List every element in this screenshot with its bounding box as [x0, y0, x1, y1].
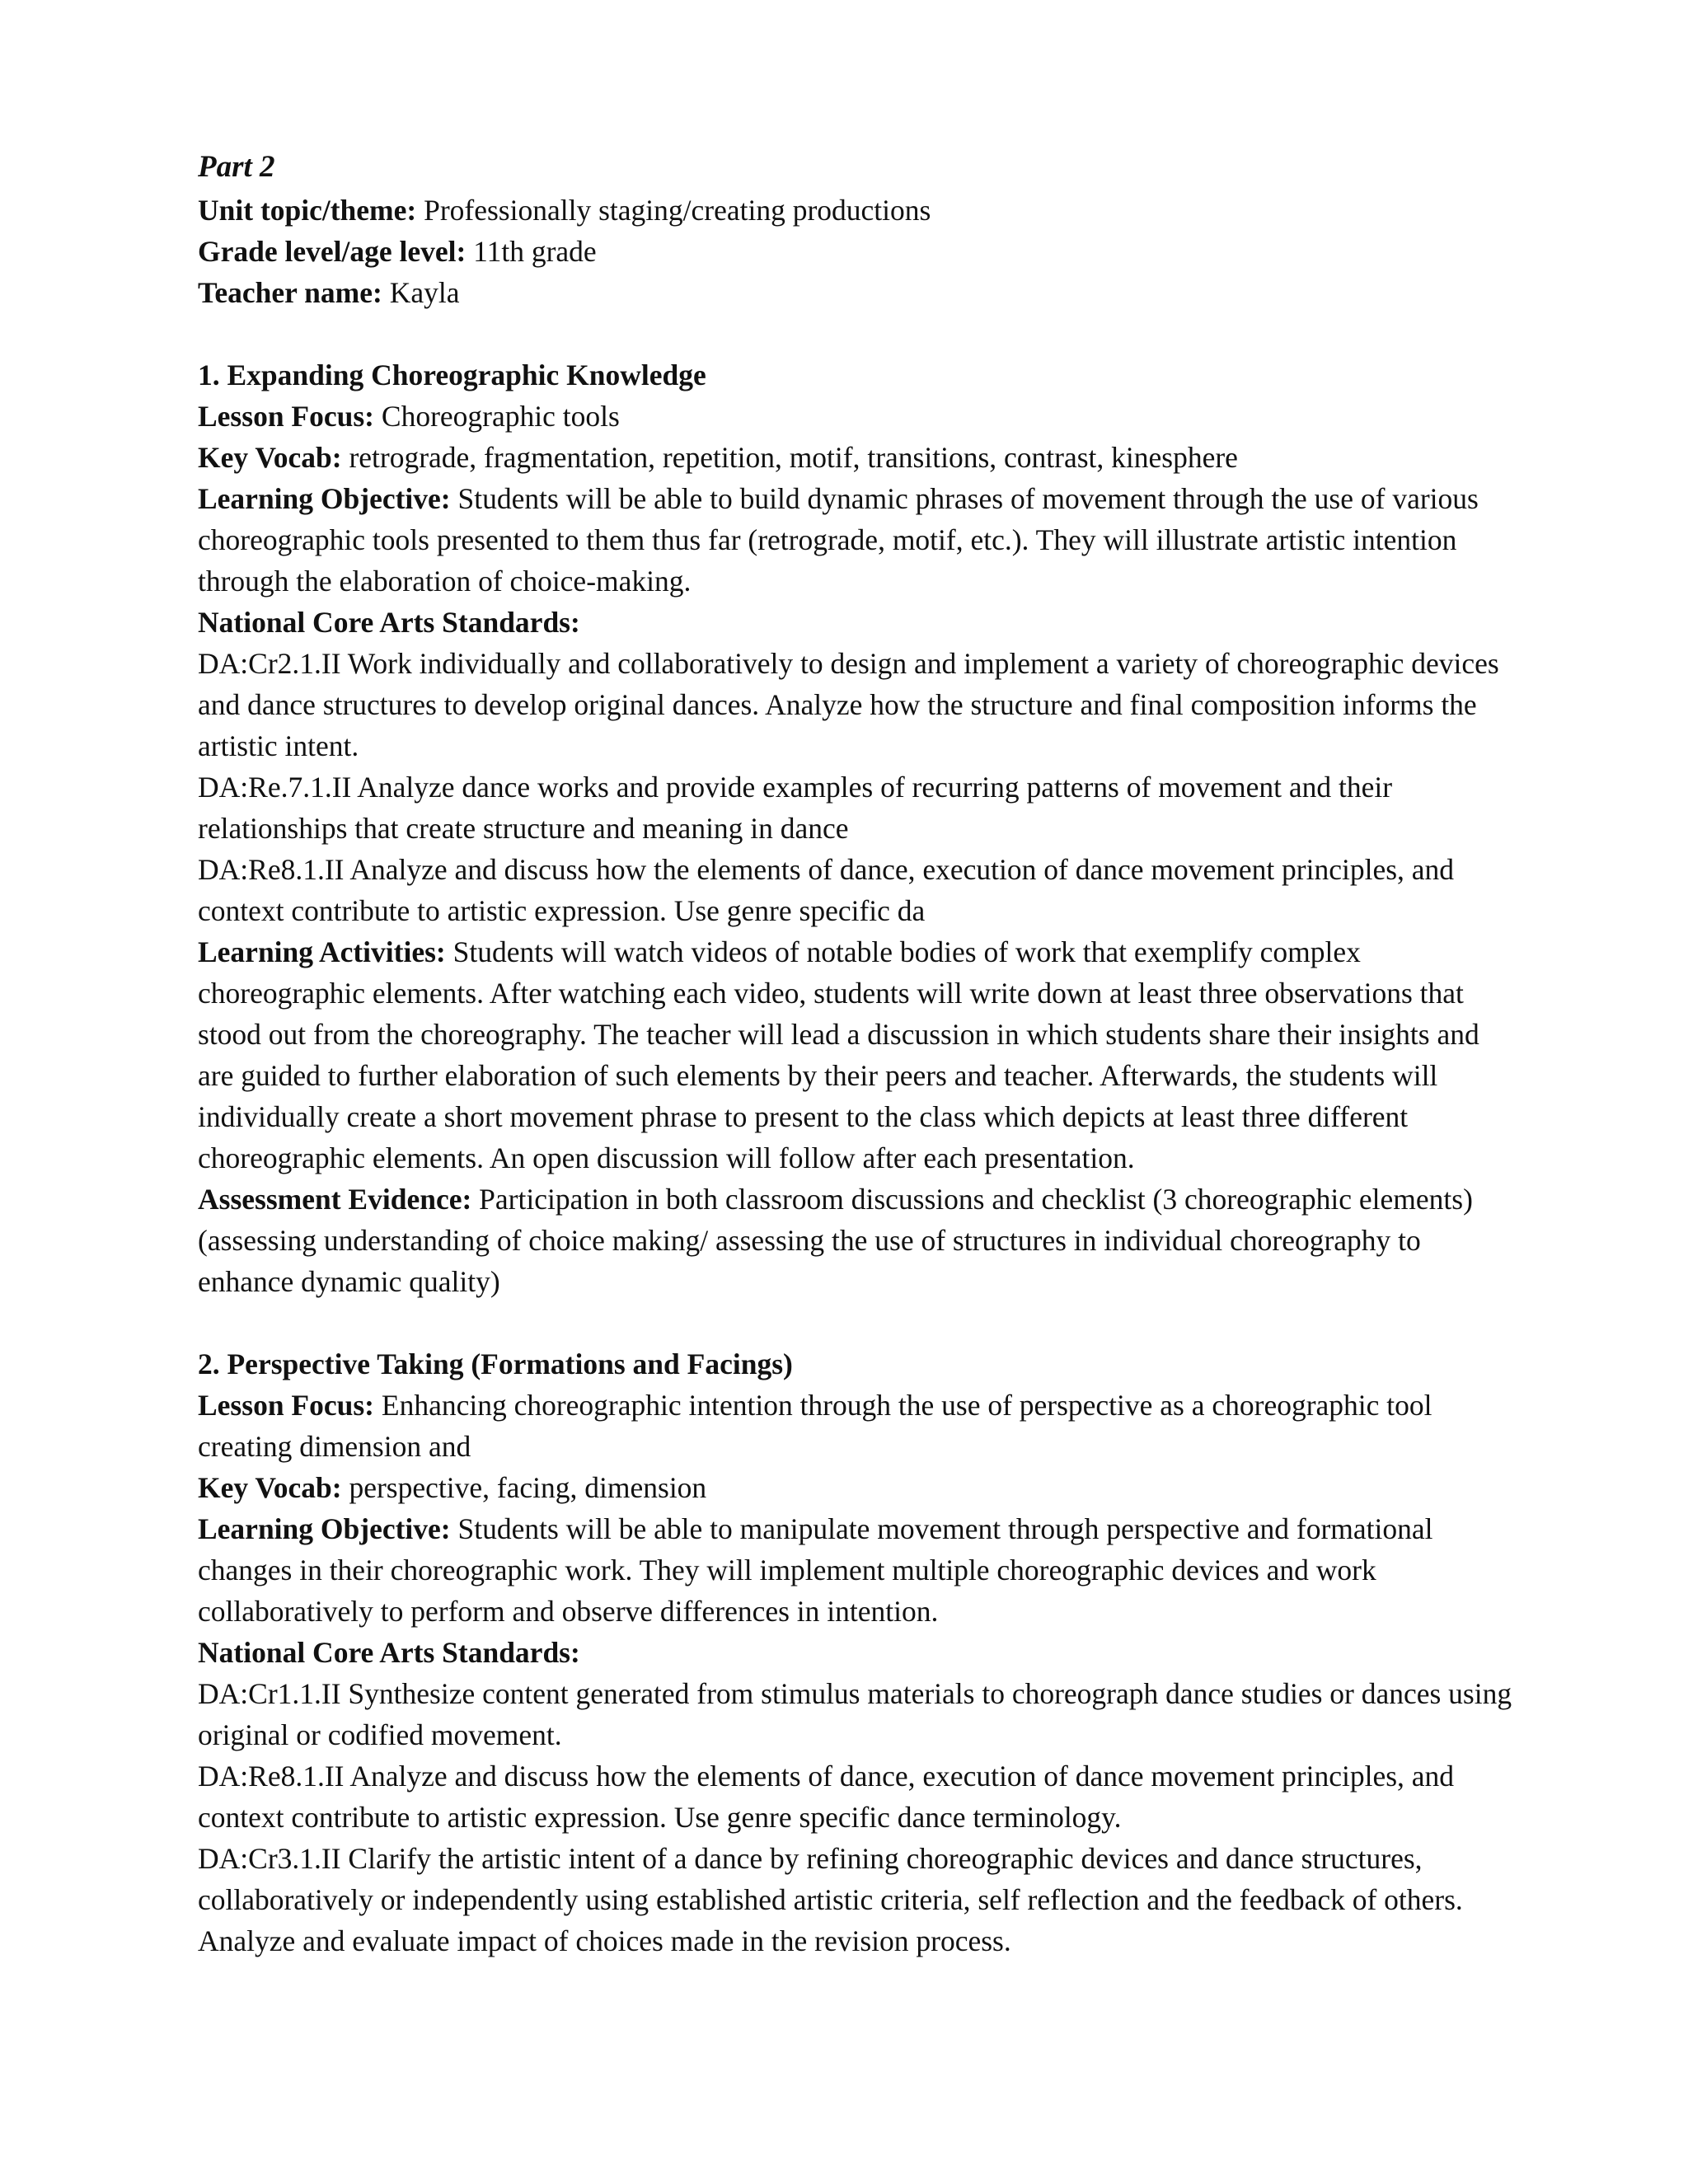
lesson1-focus — [198, 396, 1517, 437]
spacer — [198, 1302, 1517, 1343]
lesson2-focus-label: Lesson Focus: — [198, 1389, 375, 1422]
part-title: Part 2 — [198, 150, 275, 184]
lesson1-vocab-label: Key Vocab: — [198, 441, 342, 474]
lesson2-standards-label: National Core Arts Standards: — [198, 1636, 580, 1669]
teacher-name-value: Kayla — [382, 276, 460, 309]
lesson2-vocab-label: Key Vocab: — [198, 1471, 342, 1504]
unit-topic-line — [198, 190, 1517, 231]
lesson1-vocab — [198, 437, 1517, 478]
unit-topic-label: Unit topic/theme: — [198, 194, 417, 227]
unit-topic-value: Professionally staging/creating productions — [416, 194, 931, 227]
spacer — [198, 313, 1517, 354]
lesson1-activities-label: Learning Activities: — [198, 935, 446, 968]
lesson1-assessment-label: Assessment Evidence: — [198, 1183, 472, 1216]
lesson2-objective-value: Students will be able to manipulate movement through perspective and formational changes in their choreographic work. They will implement multiple choreographic devices and work collaboratively to perform and observe differences in intention. — [198, 1512, 1433, 1628]
lesson1-standard: DA:Cr2.1.II Work individually and collaboratively to design and implement a variety of choreographic devices and dance structures to develop original dances. Analyze how the structure and final composition informs the artistic intent. — [198, 647, 1499, 762]
lesson2-standard: DA:Cr3.1.II Clarify the artistic intent of a dance by refining choreographic devices and dance structures, collaboratively or independently using established artistic criteria, self reflection and the feedback of others. Analyze and evaluate impact of choices made in the revision process. — [198, 1842, 1463, 1957]
lesson1-objective — [198, 478, 1517, 602]
grade-level-line — [198, 231, 1517, 272]
teacher-name-label: Teacher name: — [198, 276, 382, 309]
lesson2-title: 2. Perspective Taking (Formations and Facings) — [198, 1347, 793, 1380]
lesson1-objective-value: Students will be able to build dynamic phrases of movement through the use of various choreographic tools presented to them thus far (retrograde, motif, etc.). They will illustrate artistic intention through the elaboration of choice-making. — [198, 482, 1479, 598]
lesson1-title: 1. Expanding Choreographic Knowledge — [198, 359, 706, 391]
lesson1-standard: DA:Re.7.1.II Analyze dance works and provide examples of recurring patterns of movement and their relationships that create structure and meaning in dance — [198, 771, 1393, 845]
lesson1-focus-label: Lesson Focus: — [198, 400, 375, 433]
lesson1-standard: DA:Re8.1.II Analyze and discuss how the elements of dance, execution of dance movement principles, and context contribute to artistic expression. Use genre specific da — [198, 853, 1455, 927]
lesson1-assessment — [198, 1179, 1517, 1302]
lesson2-objective-label: Learning Objective: — [198, 1512, 451, 1545]
lesson1-focus-value: Choreographic tools — [374, 400, 620, 433]
document-page — [198, 145, 1517, 1961]
lesson2-vocab-value: perspective, facing, dimension — [341, 1471, 707, 1504]
lesson1-activities-value: Students will watch videos of notable bodies of work that exemplify complex choreographic elements. After watching each video, students will write down at least three observations that stood out from the choreography. The teacher will lead a discussion in which students share their insights and are guided to further elaboration of such elements by their peers and teacher. Afterwards, the students will individually create a short movement phrase to present to the class which depicts at least three different choreographic elements. An open discussion will follow after each presentation. — [198, 935, 1479, 1174]
lesson2-focus — [198, 1385, 1517, 1467]
lesson1-activities — [198, 931, 1517, 1179]
lesson1-assessment-value: Participation in both classroom discussions and checklist (3 choreographic elements) (assessing understanding of choice making/ assessing the use of structures in individual choreography to enhance dynamic quality) — [198, 1183, 1473, 1298]
grade-level-label: Grade level/age level: — [198, 235, 467, 268]
lesson2-vocab — [198, 1467, 1517, 1508]
lesson2-standard: DA:Cr1.1.II Synthesize content generated from stimulus materials to choreograph dance studies or dances using original or codified movement. — [198, 1677, 1512, 1751]
lesson2-objective — [198, 1508, 1517, 1632]
teacher-name-line — [198, 272, 1517, 313]
lesson2-standard: DA:Re8.1.II Analyze and discuss how the elements of dance, execution of dance movement principles, and context contribute to artistic expression. Use genre specific dance terminology. — [198, 1760, 1455, 1834]
lesson1-standards-label: National Core Arts Standards: — [198, 606, 580, 639]
grade-level-value: 11th grade — [466, 235, 597, 268]
lesson1-vocab-value: retrograde, fragmentation, repetition, motif, transitions, contrast, kinesphere — [341, 441, 1238, 474]
lesson2-focus-value: Enhancing choreographic intention through the use of perspective as a choreographic tool creating dimension and — [198, 1389, 1432, 1463]
lesson1-objective-label: Learning Objective: — [198, 482, 451, 515]
